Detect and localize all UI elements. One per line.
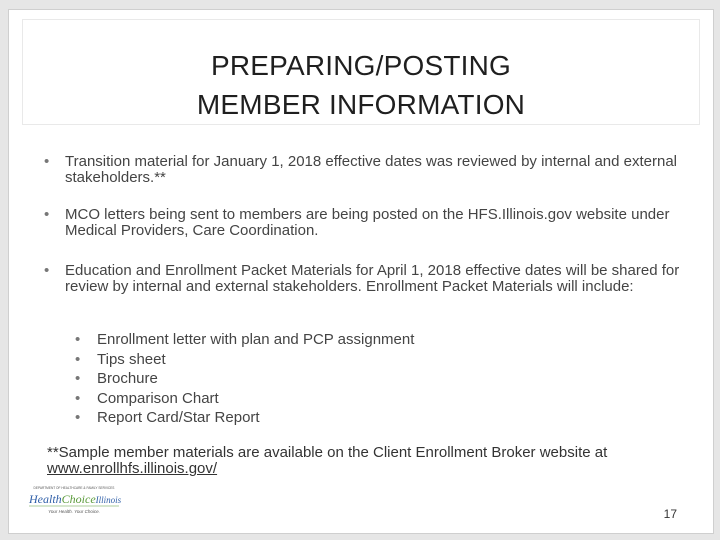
sub-bullet-list [73, 330, 633, 428]
enrollment-broker-link[interactable]: www.enrollhfs.illinois.gov/ [47, 460, 218, 477]
sub-bullet-item [73, 369, 633, 389]
sub-bullet-text: Brochure [97, 370, 158, 387]
bullet-dot-icon: • [44, 206, 50, 223]
sub-bullet-text: Comparison Chart [97, 389, 219, 407]
bullet-dot-icon: • [75, 409, 81, 426]
footnote [47, 445, 687, 477]
logo-department-text: DEPARTMENT OF HEALTHCARE & FAMILY SERVICES [33, 486, 115, 490]
bullet-dot-icon: • [75, 389, 81, 407]
page-number: 17 [663, 507, 677, 521]
sub-bullet-item [73, 408, 633, 428]
logo-choice-text: Choice [61, 492, 96, 506]
sub-bullet-item [73, 389, 633, 409]
bullet-dot-icon: • [44, 262, 50, 279]
bullet-item [37, 154, 705, 186]
footnote-text: **Sample member materials are available on the Client Enrollment Broker website at [47, 444, 608, 461]
sub-bullet-text: Enrollment letter with plan and PCP assignment [97, 331, 415, 348]
bullet-dot-icon: • [75, 331, 81, 348]
bullet-dot-icon: • [75, 370, 81, 387]
bullet-text: MCO letters being sent to members are being posted on the HFS.Illinois.gov website under Medical Providers, Care Coordination. [65, 206, 670, 239]
sub-bullet-item [73, 330, 633, 350]
sub-bullet-text: Tips sheet [97, 350, 166, 368]
bullet-item [37, 207, 705, 239]
svg-text:HealthChoiceIllinois [28, 492, 122, 506]
bullet-item [37, 263, 705, 295]
slide-title-line-2: MEMBER INFORMATION [196, 89, 526, 120]
health-choice-illinois-logo [25, 484, 123, 517]
bullet-text: Education and Enrollment Packet Materials for April 1, 2018 effective dates will be shared for review by internal and external stakeholders. Enrollment Packet Materials will include: [65, 262, 680, 295]
slide-title [23, 46, 699, 124]
title-box [23, 20, 699, 124]
sub-bullet-text: Report Card/Star Report [97, 409, 260, 426]
logo-illinois-text: Illinois [95, 495, 122, 505]
slide-frame [8, 9, 714, 534]
bullet-text: Transition material for January 1, 2018 effective dates was reviewed by internal and external stakeholders.** [65, 153, 677, 186]
slide-title-line-1: PREPARING/POSTING [210, 50, 512, 81]
logo-health-text: Health [29, 492, 62, 506]
sub-bullet-item [73, 350, 633, 370]
bullet-dot-icon: • [75, 350, 81, 368]
bullet-dot-icon: • [44, 153, 50, 170]
logo-tagline-text: Your Health. Your Choice. [48, 509, 100, 514]
